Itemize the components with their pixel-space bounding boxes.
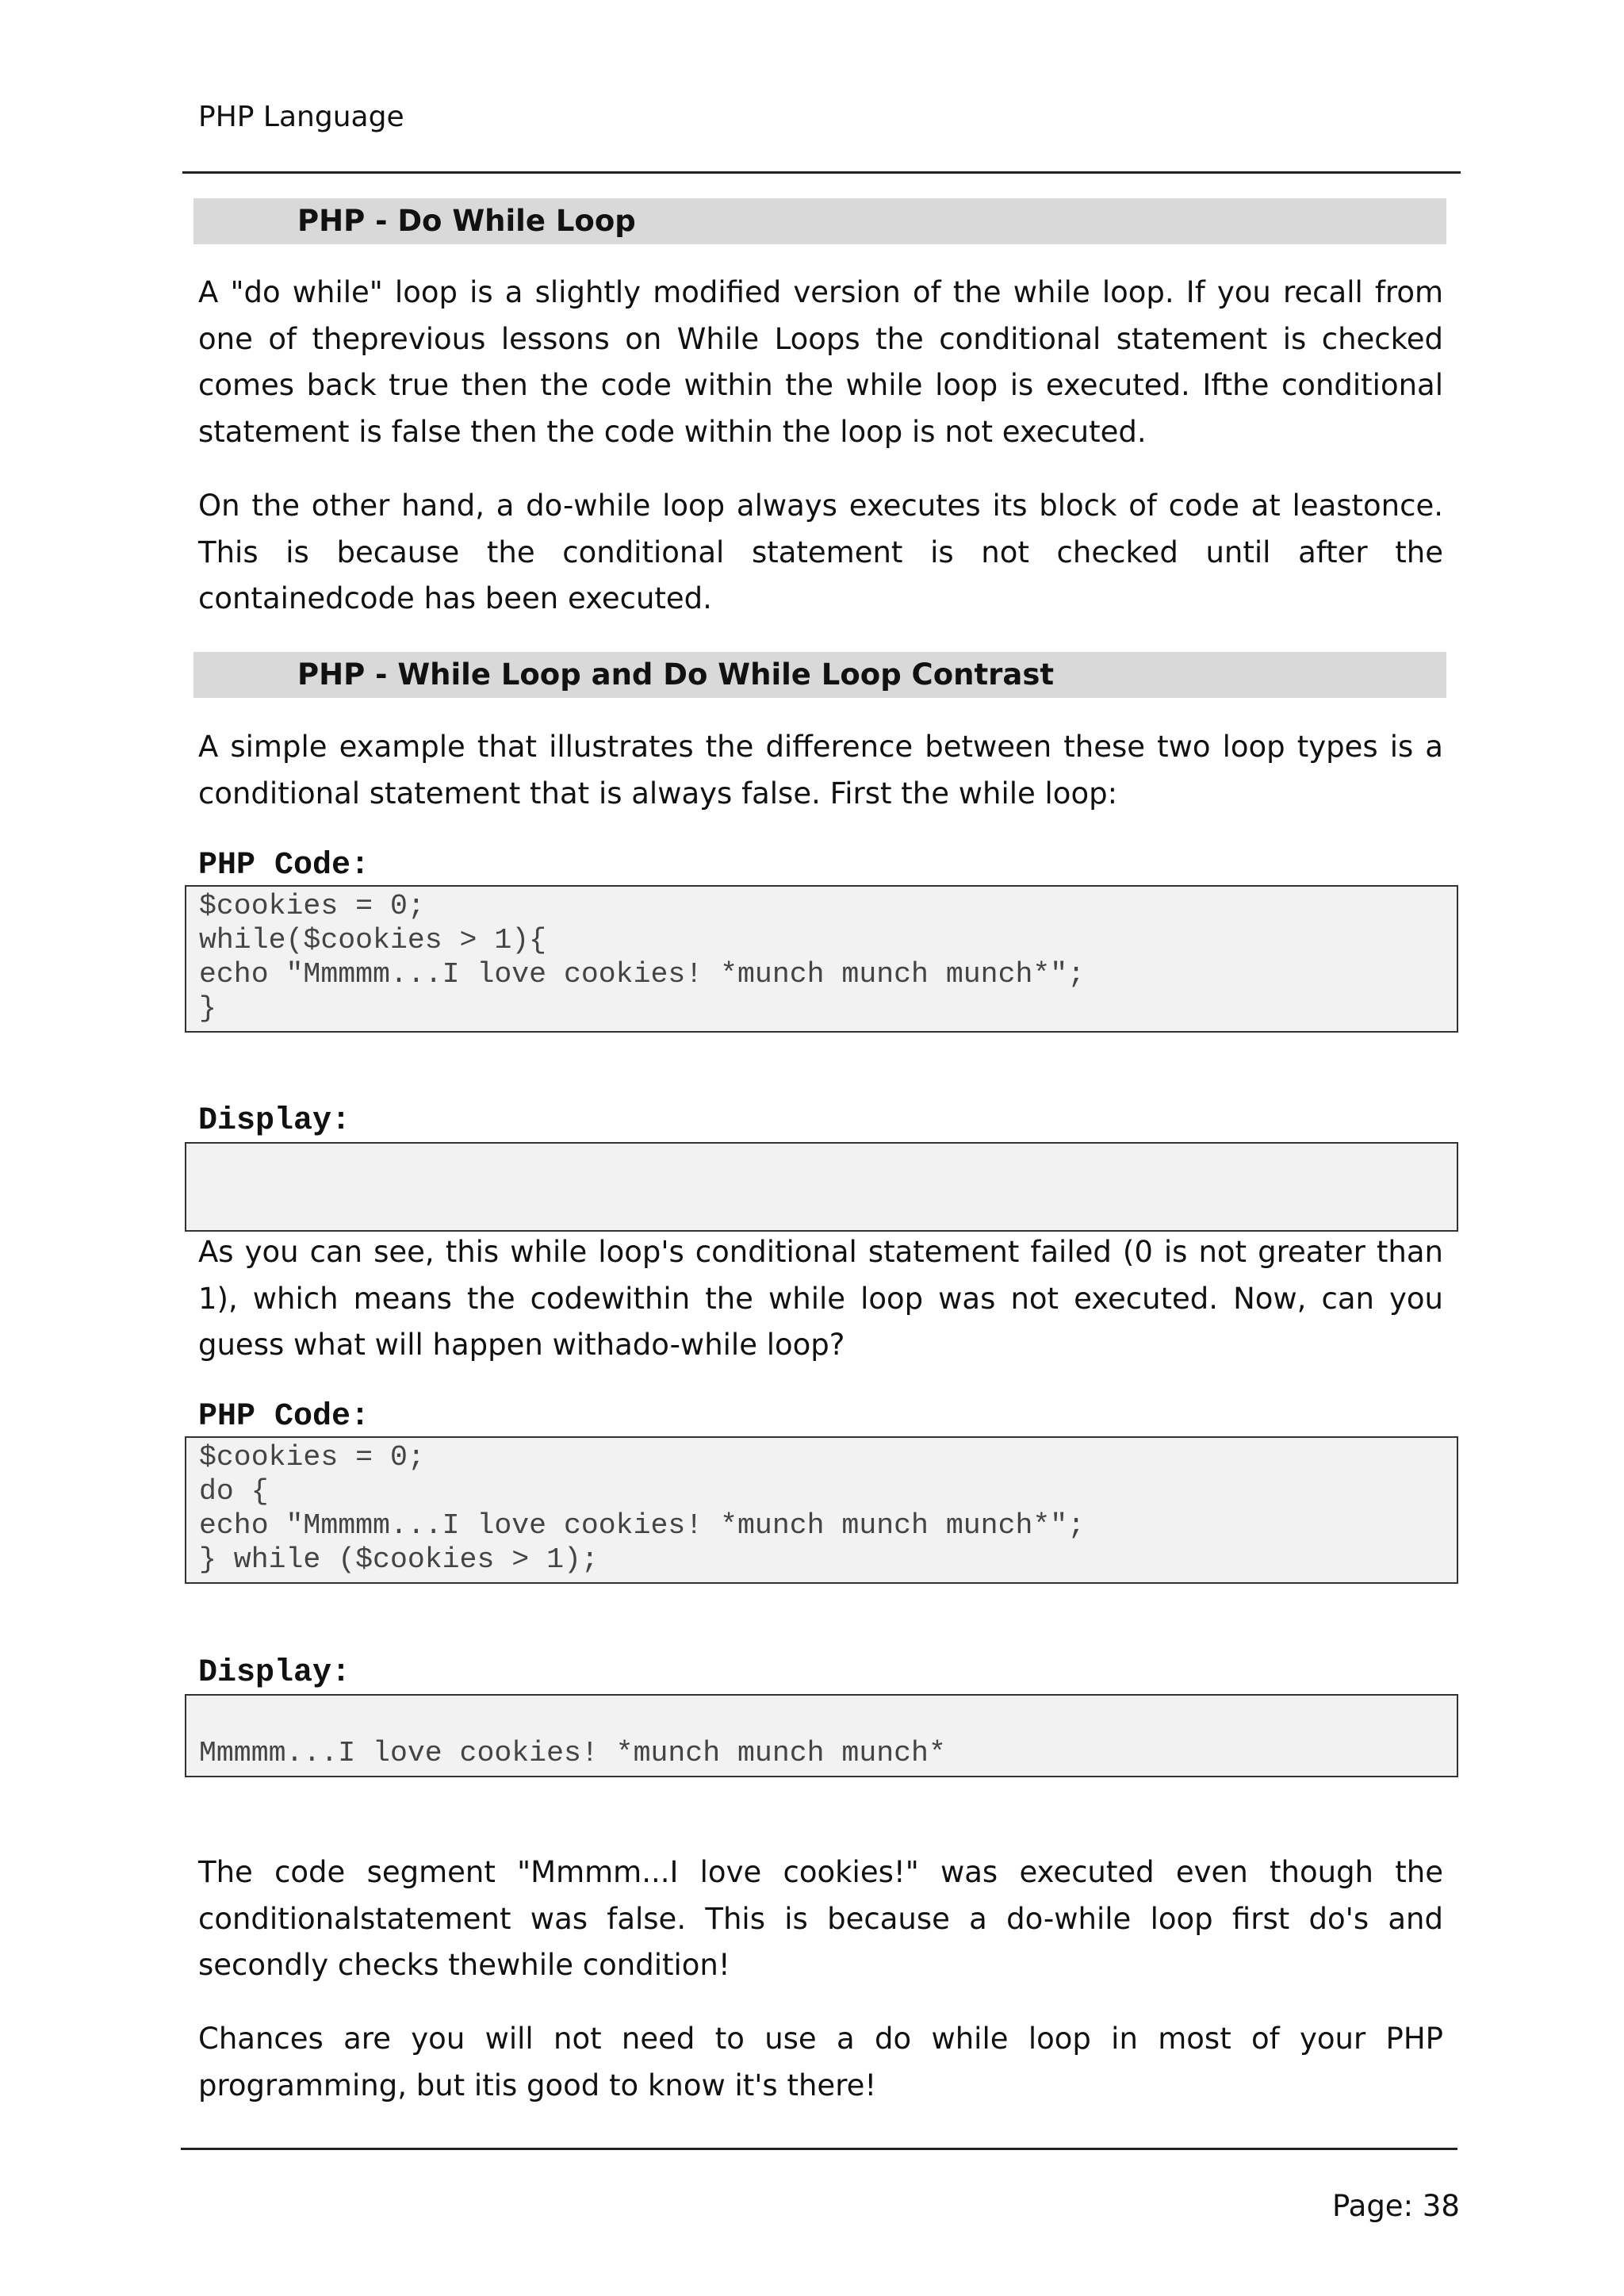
header-rule bbox=[182, 171, 1461, 174]
paragraph: A simple example that illustrates the difference between these two loop types is a conditional statement that is always false. First the while loop: bbox=[198, 730, 1443, 811]
code-line: echo "Mmmmm...I love cookies! *munch munch munch*"; bbox=[199, 958, 1086, 991]
section-heading: PHP - Do While Loop bbox=[297, 204, 636, 238]
code-label: PHP Code: bbox=[198, 848, 370, 884]
paragraph: As you can see, this while loop's conditional statement failed (0 is not greater than 1), which means the codewithin the while loop was not executed. Now, can you guess what will happen withado-while loop? bbox=[198, 1235, 1443, 1362]
code-block bbox=[185, 885, 1458, 1033]
paragraph: On the other hand, a do-while loop always executes its block of code at leastonce. This is because the conditional statement is not checked until after the containedcode has been executed. bbox=[198, 489, 1443, 615]
code-line: do { bbox=[199, 1475, 269, 1508]
code-line: } while ($cookies > 1); bbox=[199, 1543, 599, 1576]
footer-rule bbox=[181, 2148, 1457, 2150]
paragraph: Chances are you will not need to use a do while loop in most of your PHP programming, but itis good to know it's there! bbox=[198, 2022, 1443, 2102]
paragraph: A "do while" loop is a slightly modified version of the while loop. If you recall from one of theprevious lessons on While Loops the conditional statement is checked comes back true then the code within the while loop is executed. Ifthe conditional statement is false then the code within the loop is not executed. bbox=[198, 275, 1443, 449]
display-label: Display: bbox=[198, 1655, 351, 1691]
output-line: Mmmmm...I love cookies! *munch munch munch* bbox=[199, 1737, 946, 1769]
display-label: Display: bbox=[198, 1103, 351, 1139]
code-line: } bbox=[199, 992, 216, 1025]
paragraph: The code segment "Mmmm...I love cookies!" was executed even though the conditionalstatement was false. This is because a do-while loop first do's and secondly checks thewhile condition! bbox=[198, 1855, 1443, 1982]
code-block bbox=[185, 1436, 1458, 1584]
code-line: while($cookies > 1){ bbox=[199, 924, 547, 956]
running-header: PHP Language bbox=[198, 101, 404, 133]
code-line: $cookies = 0; bbox=[199, 890, 425, 922]
display-output-block bbox=[185, 1694, 1458, 1777]
section-heading: PHP - While Loop and Do While Loop Contrast bbox=[297, 657, 1055, 692]
code-label: PHP Code: bbox=[198, 1399, 370, 1435]
page-number: Page: 38 bbox=[1332, 2189, 1460, 2223]
display-output-block bbox=[185, 1142, 1458, 1232]
code-line: echo "Mmmmm...I love cookies! *munch munch munch*"; bbox=[199, 1509, 1086, 1542]
code-line: $cookies = 0; bbox=[199, 1441, 425, 1474]
